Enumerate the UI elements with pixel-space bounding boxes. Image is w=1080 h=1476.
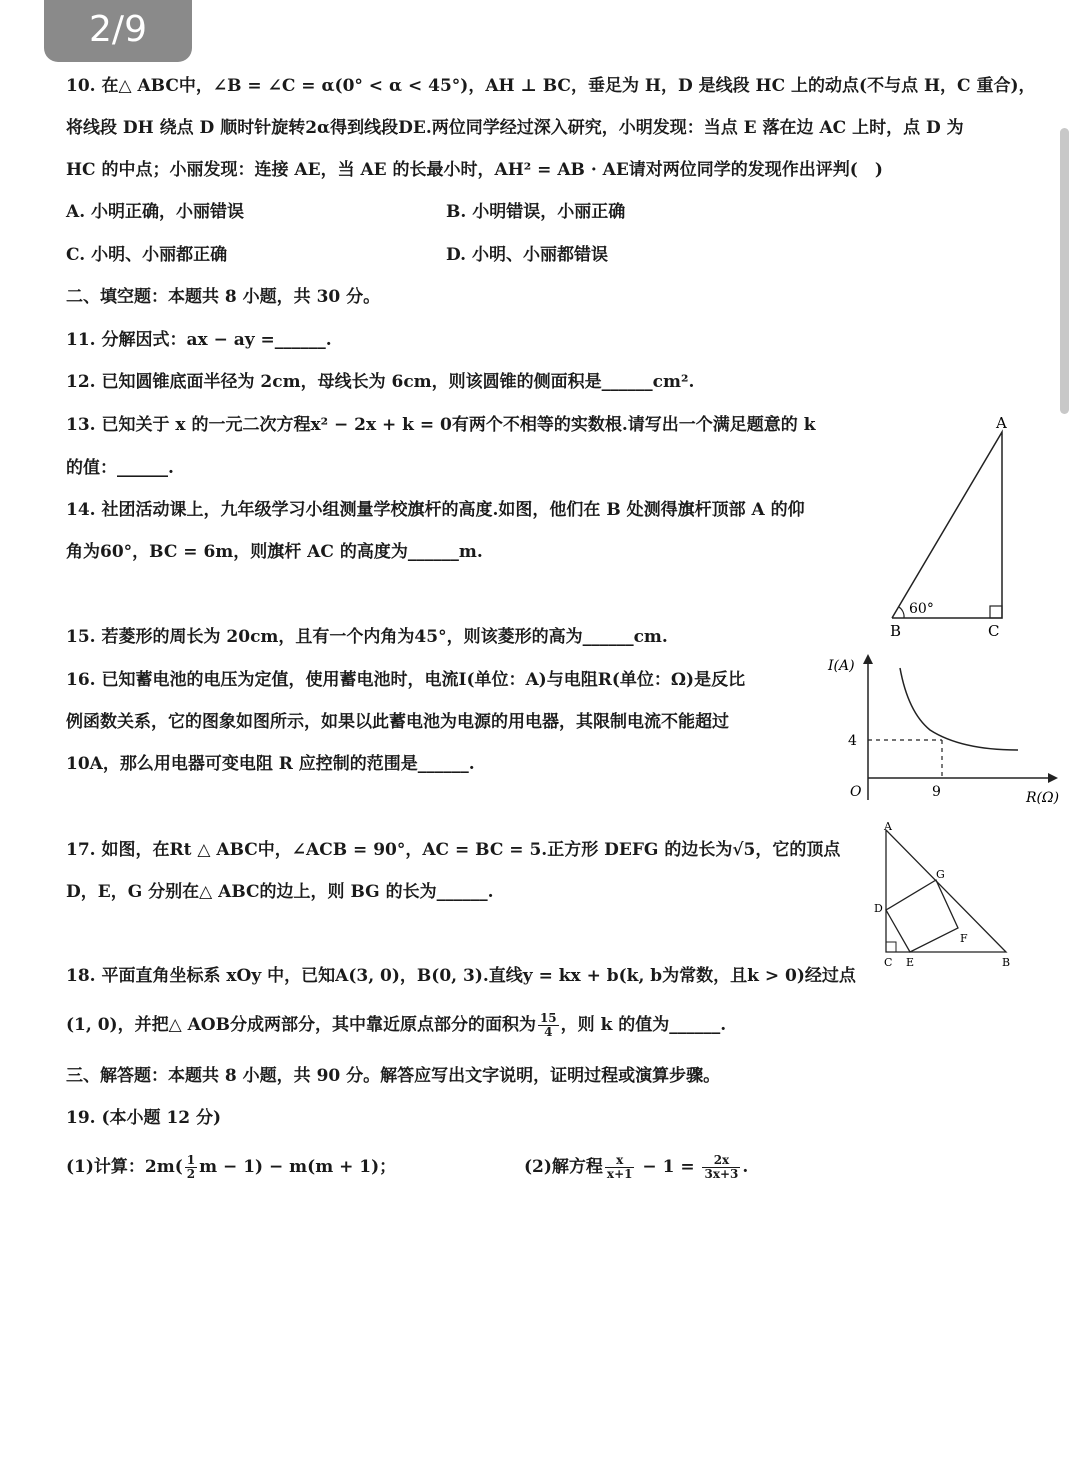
q18-line2 <box>66 1012 726 1039</box>
q16-line1: 16. 已知蓄电池的电压为定值，使用蓄电池时，电流I(单位：A)与电阻R(单位：Ω)是反比 <box>66 670 746 690</box>
q19-p2-frac2-den: 3x+3 <box>704 1167 739 1181</box>
q14-label-a: A <box>996 414 1007 432</box>
q13-line1: 13. 已知关于 x 的一元二次方程x² − 2x + k = 0有两个不相等的实数根.请写出一个满足题意的 k <box>66 415 816 435</box>
q18-line2-end: ，则 k 的值为______. <box>560 1015 727 1035</box>
q10-line3: HC 的中点；小丽发现：连接 AE，当 AE 的长最小时，AH² = AB · AE请对两位同学的发现作出评判( ) <box>66 160 883 180</box>
q14-triangle-figure <box>880 410 1020 642</box>
q19-p1-end: m − 1) − m(m + 1)； <box>199 1157 397 1177</box>
q18-fraction <box>538 1012 559 1039</box>
q10-option-b: B. 小明错误，小丽正确 <box>446 202 626 222</box>
q16-origin-label: O <box>850 784 862 800</box>
q10-line1: 10. 在△ ABC中，∠B = ∠C = α(0° < α < 45°)，AH ⊥ BC，垂足为 H，D 是线段 HC 上的动点(不与点 H，C 重合)， <box>66 76 1036 96</box>
q15: 15. 若菱形的周长为 20cm，且有一个内角为45°，则该菱形的高为______cm. <box>66 627 668 647</box>
q10-option-d: D. 小明、小丽都错误 <box>446 245 608 265</box>
q10-option-c: C. 小明、小丽都正确 <box>66 245 228 265</box>
q19-p2-frac1-num: x <box>605 1154 635 1168</box>
section3-heading: 三、解答题：本题共 8 小题，共 90 分。解答应写出文字说明，证明过程或演算步骤。 <box>66 1066 721 1086</box>
q19-part1 <box>66 1154 396 1181</box>
q18-line2-start: (1, 0)，并把△ AOB分成两部分，其中靠近原点部分的面积为 <box>66 1015 536 1035</box>
q19-p2-end: . <box>742 1157 749 1177</box>
q19-part2 <box>524 1154 748 1181</box>
q12: 12. 已知圆锥底面半径为 2cm，母线长为 6cm，则该圆锥的侧面积是______cm². <box>66 372 695 392</box>
q16-y-axis-label: I(A) <box>828 658 855 674</box>
q19-p1-start: (1)计算：2m( <box>66 1157 183 1177</box>
q17-label-c: C <box>884 956 893 969</box>
q14-line1: 14. 社团活动课上，九年级学习小组测量学校旗杆的高度.如图，他们在 B 处测得旗杆顶部 A 的仰 <box>66 500 805 520</box>
q16-x-tick: 9 <box>932 784 941 800</box>
q16-x-axis-label: R(Ω) <box>1026 790 1060 806</box>
q18-line1: 18. 平面直角坐标系 xOy 中，已知A(3, 0)，B(0, 3).直线y = kx + b(k, b为常数，且k > 0)经过点 <box>66 966 856 986</box>
q14-label-c: C <box>988 622 1000 640</box>
q19-title: 19. (本小题 12 分) <box>66 1108 222 1128</box>
q14-label-b: B <box>890 622 902 640</box>
q19-p2-frac1-den: x+1 <box>606 1167 633 1181</box>
q16-graph-figure <box>826 650 1066 810</box>
q14-line2: 角为60°，BC = 6m，则旗杆 AC 的高度为______m. <box>66 542 483 562</box>
q19-p1-frac-num: 1 <box>186 1153 196 1167</box>
q17-line2: D，E，G 分别在△ ABC的边上，则 BG 的长为______. <box>66 882 494 902</box>
q17-line1: 17. 如图，在Rt △ ABC中，∠ACB = 90°，AC = BC = 5.正方形 DEFG 的边长为√5，它的顶点 <box>66 840 841 860</box>
q19-p2-start: (2)解方程 <box>524 1157 603 1177</box>
q19-p2-fraction1 <box>605 1154 635 1181</box>
q18-frac-num: 15 <box>539 1011 557 1025</box>
page-indicator: 2/9 <box>44 0 192 62</box>
q17-label-e: E <box>906 956 915 969</box>
q16-y-tick: 4 <box>848 733 857 749</box>
section2-heading: 二、填空题：本题共 8 小题，共 30 分。 <box>66 287 381 307</box>
q17-label-d: D <box>874 902 883 915</box>
q19-p2-mid: − 1 = <box>636 1157 701 1177</box>
q17-label-a: A <box>884 820 892 833</box>
q16-line2: 例函数关系，它的图象如图所示，如果以此蓄电池为电源的用电器，其限制电流不能超过 <box>66 712 729 732</box>
q17-label-g: G <box>936 868 945 881</box>
q17-label-f: F <box>960 932 968 945</box>
q19-p1-fraction <box>185 1154 197 1181</box>
q17-label-b: B <box>1002 956 1011 969</box>
q17-square-figure <box>870 820 1020 972</box>
q14-angle-label: 60° <box>909 601 934 617</box>
q10-option-a: A. 小明正确，小丽错误 <box>66 202 245 222</box>
q10-line2: 将线段 DH 绕点 D 顺时针旋转2α得到线段DE.两位同学经过深入研究，小明发现：当点 E 落在边 AC 上时，点 D 为 <box>66 118 964 138</box>
q11: 11. 分解因式：ax − ay =______. <box>66 330 332 350</box>
q19-p2-fraction2 <box>702 1154 740 1181</box>
q18-frac-den: 4 <box>544 1025 553 1039</box>
q19-p2-frac2-num: 2x <box>702 1154 740 1168</box>
q16-line3: 10A，那么用电器可变电阻 R 应控制的范围是______. <box>66 754 475 774</box>
q19-p1-frac-den: 2 <box>186 1167 196 1181</box>
q13-line2: 的值：______. <box>66 458 174 478</box>
scrollbar[interactable] <box>1060 128 1069 414</box>
